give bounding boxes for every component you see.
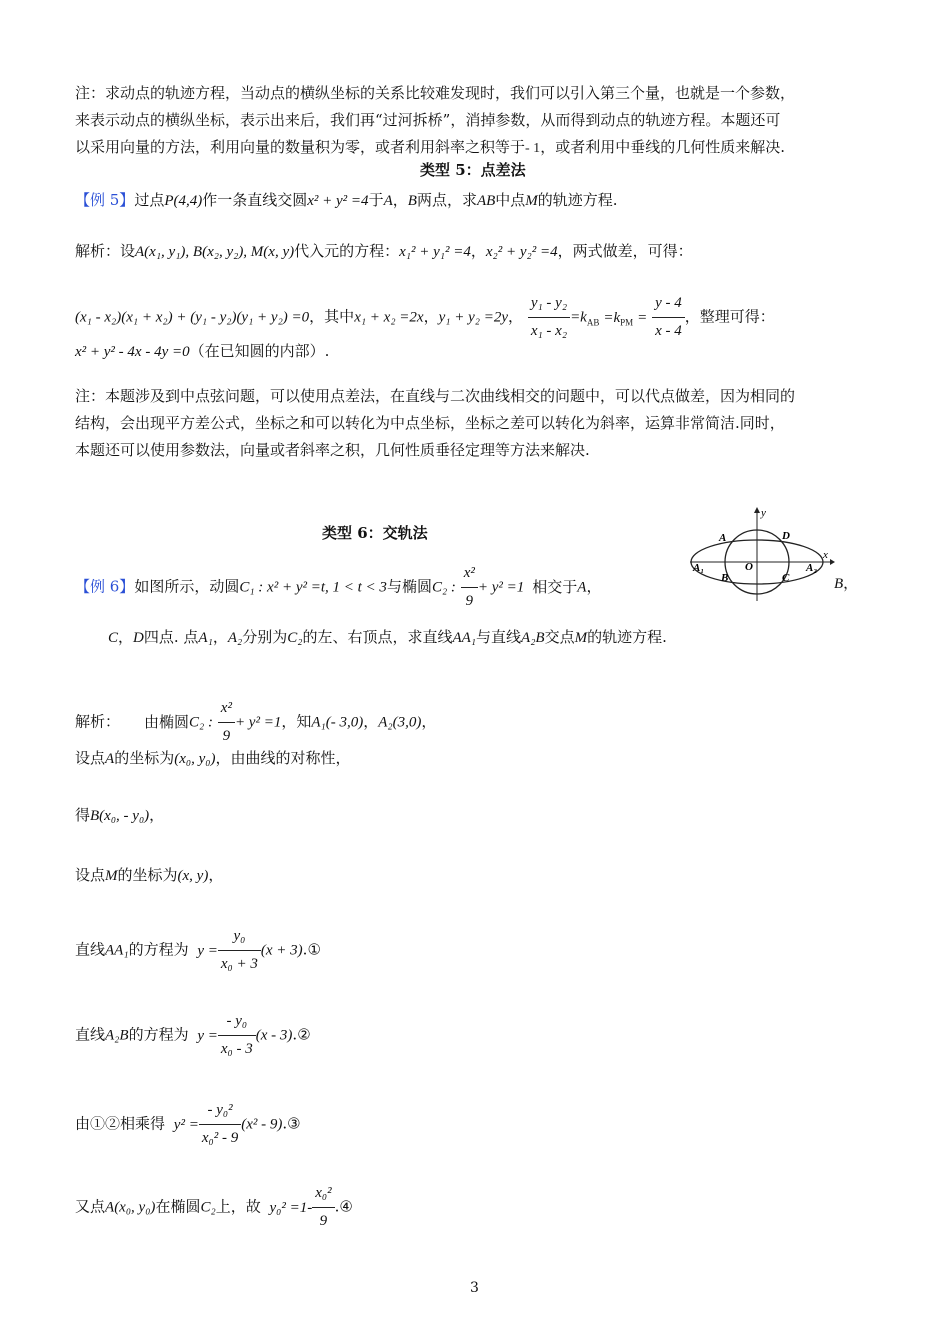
section-title-type6: 类型 6：交轨法 bbox=[322, 524, 428, 542]
example-6-B: B， bbox=[834, 574, 859, 592]
label-B: B bbox=[721, 572, 729, 584]
example-6-tag: 【例 6】 bbox=[75, 577, 135, 596]
label-C: C bbox=[782, 572, 790, 584]
solution-ellipse-fraction: $\frac{\text{x²}}{9}$ bbox=[218, 695, 235, 750]
solution-5-line3: x² + y² - 4x - 4y =0（在已知圆的内部）. bbox=[75, 342, 330, 360]
page-number: 3 bbox=[470, 1280, 479, 1296]
line-aa1-fraction: $\frac{\text{y₀}}{\text{x₀ + 3}}$ bbox=[218, 923, 261, 978]
slope-fraction: $\frac{\text{y₁ - y₂}}{\text{x₁ - x₂}}$ bbox=[528, 290, 570, 345]
solution-6-line4: 设点M的坐标为(x, y)， bbox=[75, 866, 224, 884]
y-axis-arrow bbox=[754, 507, 760, 513]
label-A1: A₁ bbox=[693, 562, 705, 574]
ellipse-fraction: $\frac{\text{x²}}{9}$ bbox=[461, 560, 478, 615]
solution-6-line6: 直线A₂B的方程为 y = $\frac{\text{- y₀}}{\text{x₀ - 3}}$ (x - 3).② bbox=[75, 1008, 311, 1063]
line-a2b-fraction: $\frac{\text{- y₀}}{\text{x₀ - 3}}$ bbox=[218, 1008, 256, 1063]
example-5-tag: 【例 5】 bbox=[75, 191, 135, 209]
ellipse-circle-figure bbox=[685, 503, 840, 603]
label-O: O bbox=[745, 561, 753, 573]
solution-6-line5: 直线AA₁的方程为 y = $\frac{\text{y₀}}{\text{x₀ + 3}}$ (x + 3).① bbox=[75, 923, 321, 978]
label-A2: A₂ bbox=[806, 562, 818, 574]
solution-6-line2: 设点A的坐标为(x₀, y₀)，由曲线的对称性， bbox=[75, 749, 351, 767]
label-A: A bbox=[719, 532, 727, 544]
note2-line2: 结构，会出现平方差公式，坐标之和可以转化为中点坐标，坐标之差可以转化为斜率，运算非常简洁.同时， bbox=[75, 414, 785, 432]
section-title-type5: 类型 5：点差法 bbox=[420, 161, 526, 179]
example-6-line1: 【例 6】如图所示，动圆C₁ : x² + y² =t, 1 < t < 3与椭圆C₂ : $\frac{\text{x²}}{9}$ + y² =1 相交于A， bbox=[75, 560, 601, 615]
note-paragraph-1 bbox=[75, 80, 880, 162]
solution-6-line3: 得B(x₀, - y₀)， bbox=[75, 806, 165, 824]
note1-line1: 注：求动点的轨迹方程，当动点的横纵坐标的关系比较难发现时，我们可以引入第三个量，也就是一个参数， bbox=[75, 84, 796, 102]
note2-line1: 注：本题涉及到中点弦问题，可以使用点差法，在直线与二次曲线相交的问题中，可以代点做差，因为相同的 bbox=[75, 387, 796, 405]
example-6-line2: C，D四点. 点A₁，A₂分别为C₂的左、右顶点，求直线AA₁与直线A₂B交点M的轨迹方程. bbox=[108, 628, 667, 646]
note1-line2: 来表示动点的横纵坐标，表示出来后，我们再“过河拆桥”，消掉参数，从而得到动点的轨迹方程。本题还可 bbox=[75, 111, 781, 129]
label-x: x bbox=[823, 549, 828, 561]
pm-slope-fraction: $\frac{y - 4}{x - 4}$ bbox=[652, 290, 685, 345]
note-paragraph-2 bbox=[75, 383, 880, 464]
product-fraction: $\frac{\text{- y₀²}}{\text{x₀² - 9}}$ bbox=[199, 1097, 241, 1152]
example-5: 【例 5】过点P(4,4)作一条直线交圆x² + y² =4于A，B两点，求AB中点M的轨迹方程. bbox=[75, 191, 618, 209]
x-axis-arrow bbox=[830, 559, 835, 565]
solution-5-line1: 解析：设A(x₁, y₁), B(x₂, y₂), M(x, y)代入元的方程：x₁² + y₁² =4，x₂² + y₂² =4，两式做差，可得： bbox=[75, 242, 693, 260]
solution-6-line1: 解析： 由椭圆C₂ : $\frac{\text{x²}}{9}$ + y² =1，知A₁(- 3,0)，A₂(3,0)， bbox=[75, 695, 436, 750]
ellipse-substitution-fraction: $\frac{\text{x₀²}}{9}$ bbox=[312, 1180, 334, 1235]
solution-6-line7: 由①②相乘得 y² = $\frac{\text{- y₀²}}{\text{x₀² - 9}}$ (x² - 9).③ bbox=[75, 1097, 301, 1152]
label-D: D bbox=[782, 530, 790, 542]
note2-line3: 本题还可以使用参数法，向量或者斜率之积，几何性质垂径定理等方法来解决. bbox=[75, 441, 590, 459]
note1-line3: 以采用向量的方法，利用向量的数量积为零，或者利用斜率之积等于- 1，或者利用中垂线的几何性质来解决. bbox=[75, 138, 785, 156]
solution-5-line2: (x₁ - x₂)(x₁ + x₂) + (y₁ - y₂)(y₁ + y₂) =0，其中x₁ + x₂ =2x，y₁ + y₂ =2y， $\frac{\text{y₁ - y₂}}{\text{x₁ - x₂}}$ $=k_{AB} =k_{PM}$ = $\frac{y - 4}{x - 4}$ ，整理可得： bbox=[75, 290, 775, 345]
solution-6-line8: 又点A(x₀, y₀)在椭圆C₂上，故 y₀² =1- $\frac{\text{x₀²}}{9}$ .④ bbox=[75, 1180, 353, 1235]
label-y: y bbox=[761, 507, 766, 519]
